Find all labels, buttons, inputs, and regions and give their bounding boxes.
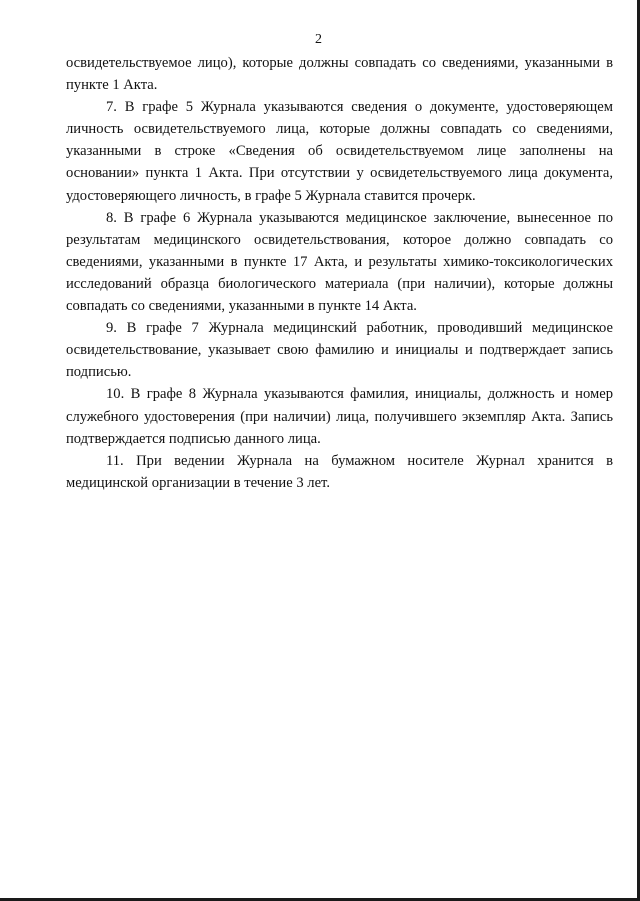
paragraph-item-9: 9. В графе 7 Журнала медицинский работник, проводивший медицинское освидетельствование, указывает свою фамилию и инициалы и подтверждает запись подписью. [66,320,613,381]
paragraph-item-10: 10. В графе 8 Журнала указываются фамилия, инициалы, должность и номер служебного удостоверения (при наличии) лица, получившего экземпляр Акта. Запись подтверждается подписью данного лица. [66,386,613,447]
paragraph-item-11: 11. При ведении Журнала на бумажном носителе Журнал хранится в медицинской организации в течение 3 лет. [66,452,613,491]
paragraph-item-7: 7. В графе 5 Журнала указываются сведения о документе, удостоверяющем личность освидетельствуемого лица, которые должны совпадать со сведениями, указанными в строке «Сведения об освидетельствуемом лице заполнены на основании» пункта 1 Акта. При отсутствии у освидетельствуемого лица документа, удостоверяющего личность, в графе 5 Журнала ставится прочерк. [66,99,613,204]
document-body [66,52,613,494]
paragraph-item-8: 8. В графе 6 Журнала указываются медицинское заключение, вынесенное по результатам медицинского освидетельствования, которое должно совпадать со сведениями, указанными в пункте 17 Акта, и результаты химико-токсикологических исследований образца биологического материала (при наличии), которые должны совпадать со сведениями, указанными в пункте 14 Акта. [66,209,613,315]
page-number: 2 [315,32,322,47]
paragraph-continuation: освидетельствуемое лицо), которые должны совпадать со сведениями, указанными в пункте 1 Акта. [66,55,613,94]
